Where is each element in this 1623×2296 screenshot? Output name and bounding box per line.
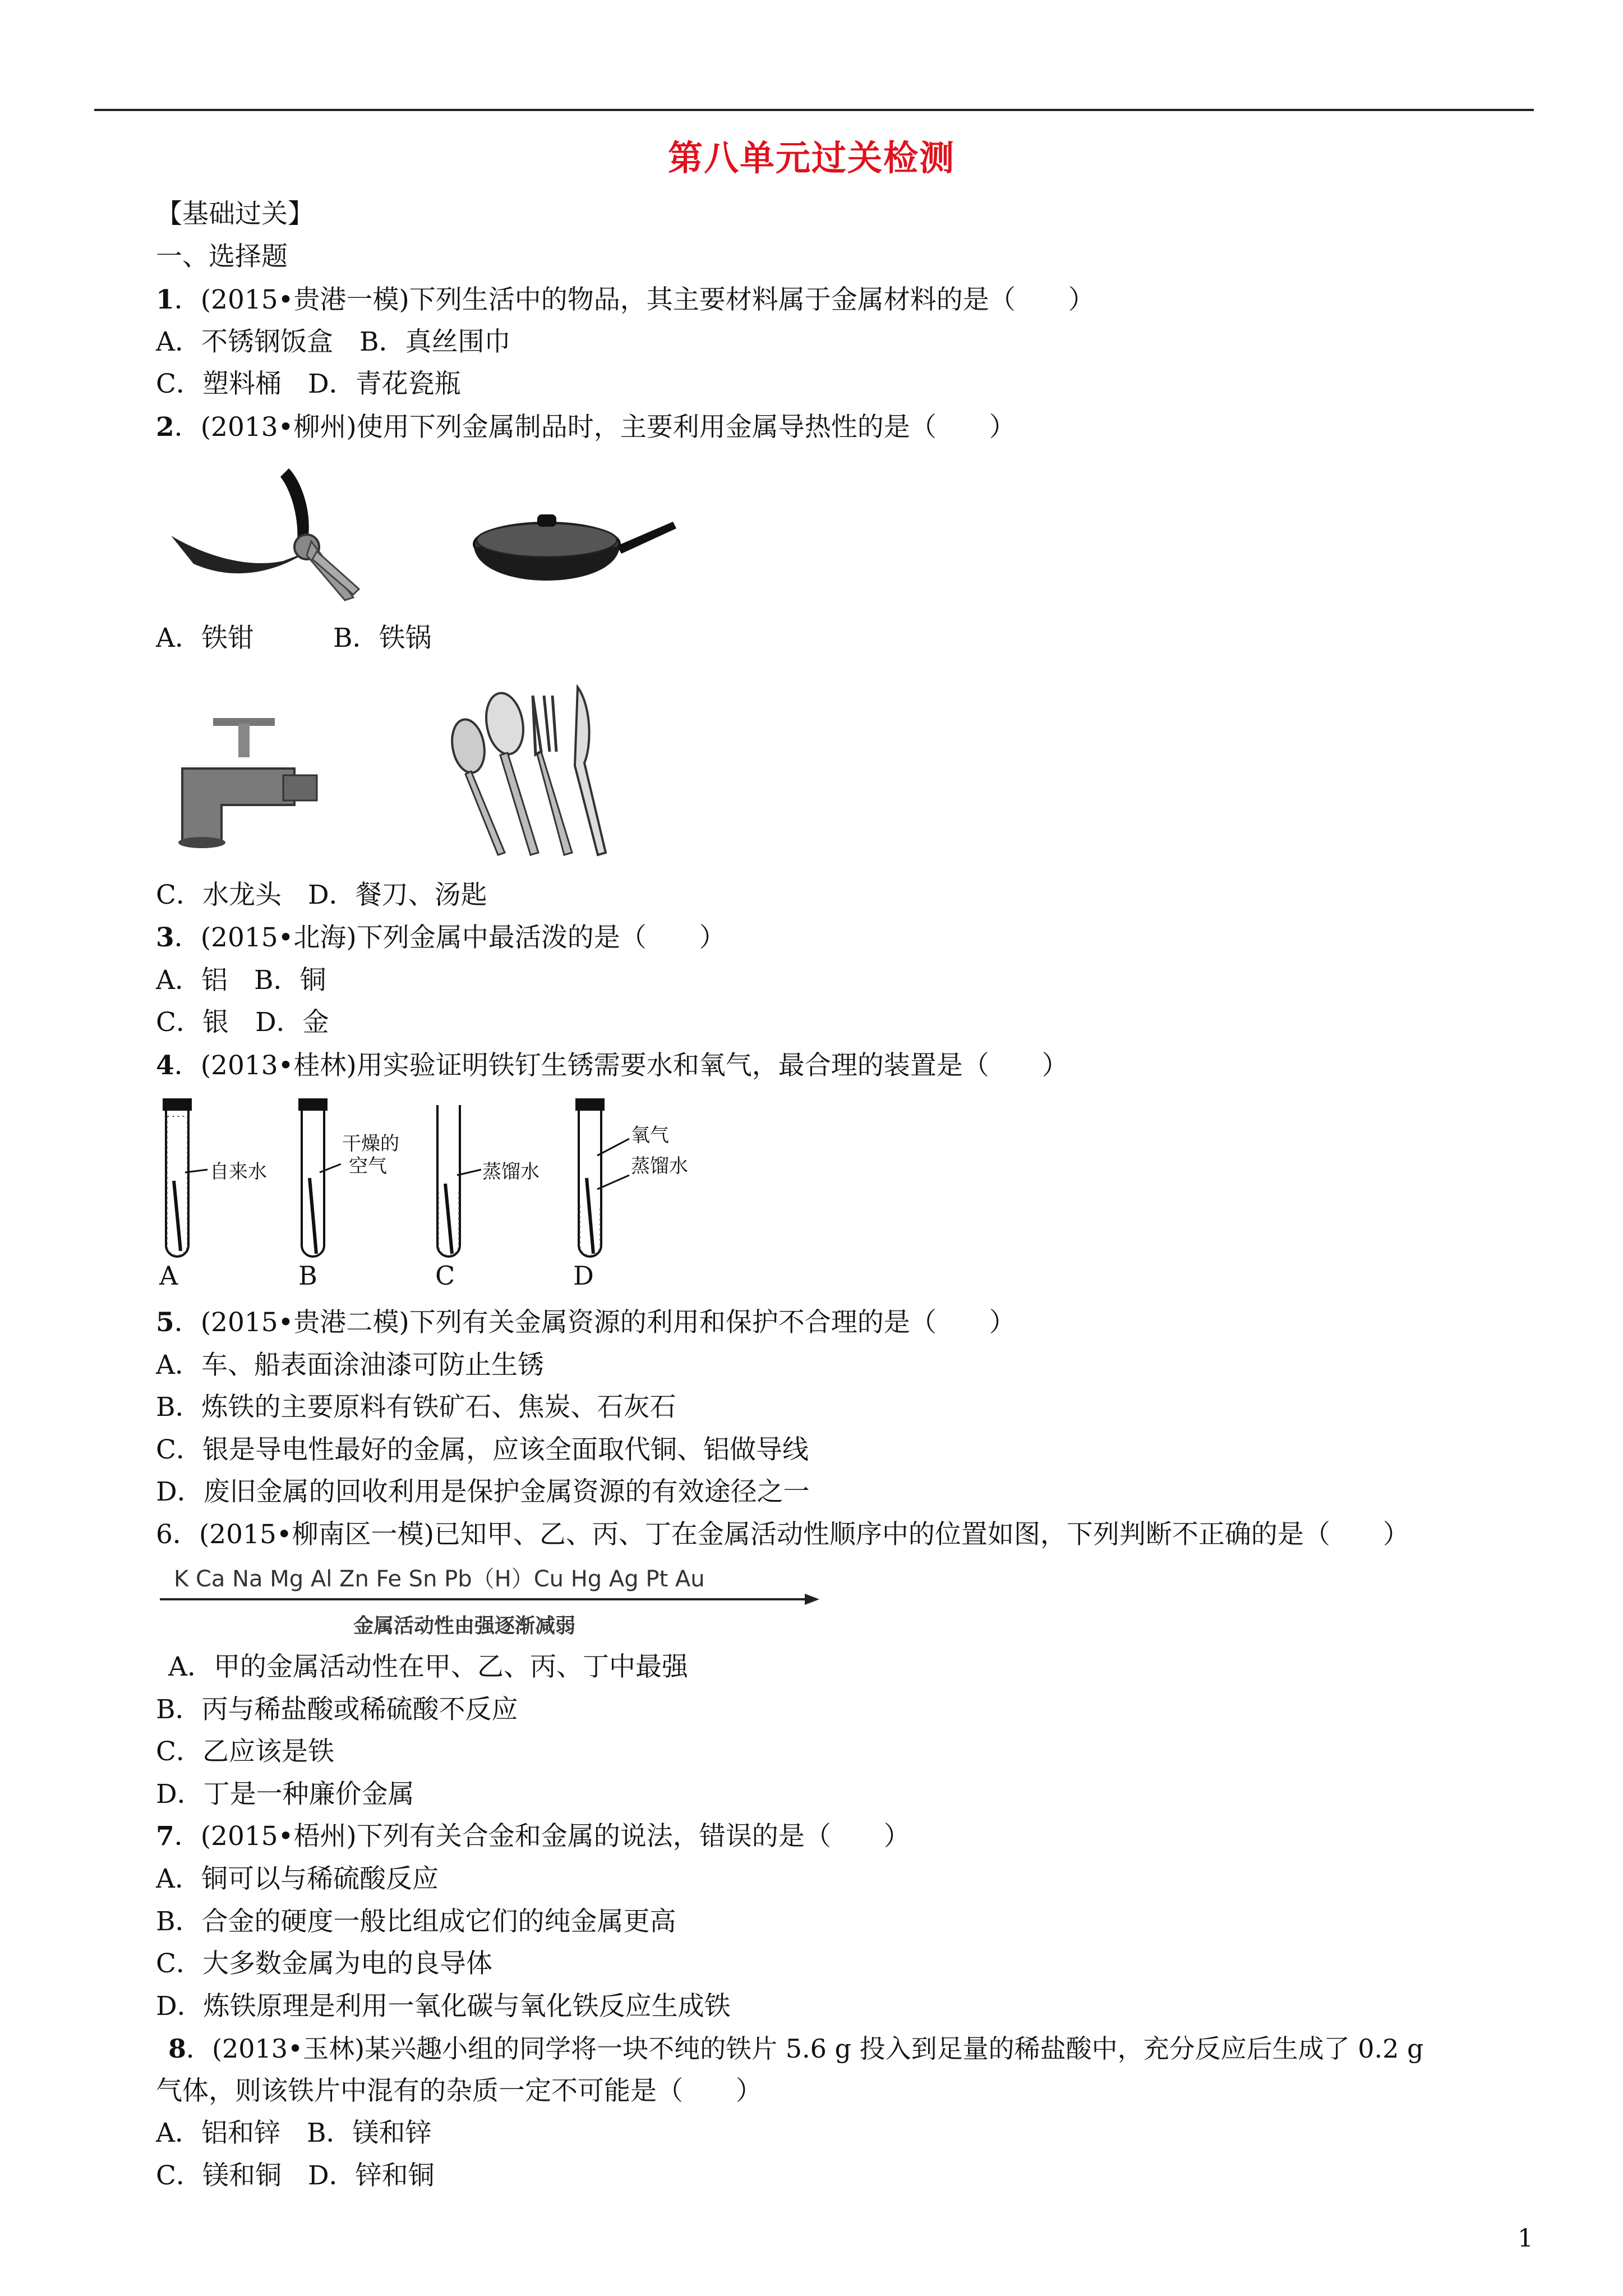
wok-image [465,502,679,614]
tube-d-label-1: 氧气 [631,1124,669,1147]
tube-a-label: 自来水 [210,1161,267,1183]
q5-option-c: C．银是导电性最好的金属，应该全面取代铜、铝做导线 [156,1434,809,1465]
q6-option-b: B．丙与稀盐酸或稀硫酸不反应 [156,1694,518,1725]
q1-options-ab: A．不锈钢饭盒 B．真丝围巾 [156,326,511,357]
tube-c-letter: C [435,1260,455,1291]
tube-b-label-1: 干燥的 [342,1133,399,1155]
q7-option-d: D．炼铁原理是利用一氧化碳与氧化铁反应生成铁 [156,1991,731,2022]
q6-option-a: A．甲的金属活动性在甲、乙、丙、丁中最强 [168,1651,688,1682]
q8-options-ab: A．铝和锌 B．镁和锌 [156,2118,432,2148]
q8-options-cd: C．镁和铜 D．锌和铜 [156,2160,435,2191]
question-7: 7．(2015•梧州)下列有关合金和金属的说法，错误的是（ ） [156,1821,910,1852]
question-1: 1．(2015•贵港一模)下列生活中的物品，其主要材料属于金属材料的是（ ） [156,284,1095,315]
question-6: 6．(2015•柳南区一模)已知甲、乙、丙、丁在金属活动性顺序中的位置如图，下列判断不正确的是（ ） [156,1519,1409,1550]
pliers-image [160,457,362,609]
page-title: 第八单元过关检测 [667,137,955,178]
header-rule [94,109,1534,111]
q7-option-a: A．铜可以与稀硫酸反应 [156,1864,439,1894]
tube-d-label-2: 蒸馏水 [631,1155,688,1177]
tube-b-letter: B [298,1260,317,1291]
q5-option-d: D．废旧金属的回收利用是保护金属资源的有效途径之一 [156,1476,810,1507]
part-heading: 一、选择题 [156,241,288,272]
q5-option-b: B．炼铁的主要原料有铁矿石、焦炭、石灰石 [156,1392,676,1423]
q3-options-cd: C．银 D．金 [156,1007,329,1038]
question-3: 3．(2015•北海)下列金属中最活泼的是（ ） [156,922,726,953]
tube-a-letter: A [159,1260,178,1291]
q6-option-c: C．乙应该是铁 [156,1736,334,1767]
question-5: 5．(2015•贵港二模)下列有关金属资源的利用和保护不合理的是（ ） [156,1307,1016,1338]
q2-options-cd: C．水龙头 D．餐刀、汤匙 [156,880,487,910]
page-number: 1 [1518,2224,1533,2253]
q5-option-a: A．车、船表面涂油漆可防止生锈 [156,1350,544,1381]
cutlery-image [437,684,628,858]
question-8: 8．(2013•玉林)某兴趣小组的同学将一块不纯的铁片 5.6 g 投入到足量的稀盐酸中，充分反应后生成了 0.2 g [168,2033,1424,2064]
activity-arrow [160,1591,822,1608]
tube-d-letter: D [573,1260,594,1291]
question-2: 2．(2013•柳州)使用下列金属制品时，主要利用金属导热性的是（ ） [156,412,1016,443]
tube-b-label-2: 空气 [349,1155,387,1177]
q3-options-ab: A．铝 B．铜 [156,965,326,996]
q1-options-cd: C．塑料桶 D．青花瓷瓶 [156,369,461,399]
test-tube-diagram [151,1094,723,1296]
section-heading: 【基础过关】 [156,199,314,229]
faucet-image [160,712,328,850]
question-8-cont: 气体，则该铁片中混有的杂质一定不可能是（ ） [156,2076,762,2106]
tube-c-label: 蒸馏水 [482,1161,540,1183]
q6-option-d: D．丁是一种廉价金属 [156,1779,414,1810]
activity-arrow-label: 金属活动性由强逐渐减弱 [353,1614,576,1637]
activity-series: K Ca Na Mg Al Zn Fe Sn Pb（H）Cu Hg Ag Pt Au [174,1566,705,1592]
q7-option-b: B．合金的硬度一般比组成它们的纯金属更高 [156,1906,676,1937]
q2-options-ab: A．铁钳 B．铁锅 [156,623,432,654]
question-4: 4．(2013•桂林)用实验证明铁钉生锈需要水和氧气，最合理的装置是（ ） [156,1050,1068,1081]
q7-option-c: C．大多数金属为电的良导体 [156,1948,492,1979]
